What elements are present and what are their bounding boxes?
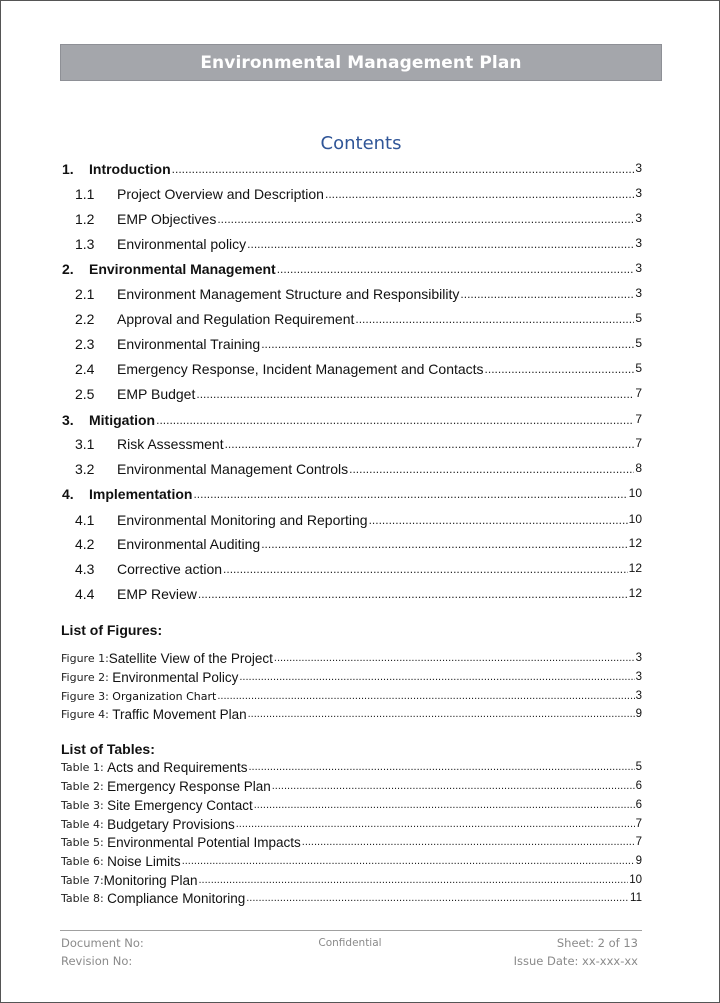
dot-leader (223, 562, 628, 576)
toc-entry-title: Emergency Response, Incident Management and Contacts (117, 361, 484, 377)
dot-leader (236, 818, 635, 831)
dot-leader (460, 287, 634, 301)
toc-entry-title: Risk Assessment (117, 436, 224, 452)
toc-entry-title: EMP Objectives (117, 211, 217, 227)
table-entry-page: 9 (635, 855, 642, 867)
dot-leader (196, 387, 634, 401)
footer-issue-date: Issue Date: xx-xxx-xx (513, 954, 638, 968)
figure-entry[interactable] (61, 705, 642, 723)
toc-entry[interactable] (75, 333, 642, 353)
toc-entry-number: 2. (62, 261, 74, 277)
toc-entry-number: 2.4 (75, 361, 95, 377)
toc-entry-page: 8 (635, 461, 642, 475)
figure-entry[interactable] (61, 687, 642, 705)
table-entry-page: 11 (630, 892, 642, 904)
table-entry[interactable] (61, 815, 642, 833)
dot-leader (369, 513, 628, 527)
table-entry-title: Acts and Requirements (107, 760, 248, 775)
toc-entry-page: 5 (635, 311, 642, 325)
toc-entry-page: 3 (635, 211, 642, 225)
toc-entry-number: 4.1 (75, 512, 95, 528)
toc-entry-number: 4.2 (75, 536, 95, 552)
toc-entry[interactable] (62, 258, 642, 278)
dot-leader (247, 237, 634, 251)
figure-entry-page: 9 (635, 708, 642, 720)
table-entry-page: 6 (635, 799, 642, 811)
table-entry-prefix: Table 6: (61, 855, 108, 868)
dot-leader (355, 312, 634, 326)
toc-entry[interactable] (75, 509, 642, 529)
toc-entry-title: Project Overview and Description (117, 186, 324, 202)
toc-entry-page: 3 (635, 261, 642, 275)
toc-entry-number: 4.3 (75, 561, 95, 577)
toc-entry-number: 2.5 (75, 386, 95, 402)
footer-confidential: Confidential (318, 937, 382, 949)
dot-leader (277, 262, 635, 276)
toc-entry[interactable] (75, 233, 642, 253)
dot-leader (156, 413, 634, 427)
dot-leader (248, 708, 635, 721)
table-entry-title: Environmental Potential Impacts (107, 835, 301, 850)
table-entry-title: Noise Limits (107, 854, 181, 869)
table-entry-title: Site Emergency Contact (107, 798, 253, 813)
table-entry[interactable] (61, 796, 642, 814)
dot-leader (274, 652, 635, 665)
dot-leader (254, 799, 635, 812)
toc-entry-number: 3.1 (75, 436, 95, 452)
toc-entry[interactable] (62, 158, 642, 178)
dot-leader (198, 874, 628, 887)
toc-entry-title: Environmental policy (117, 236, 247, 252)
figure-entry-title: Organization Chart (112, 690, 217, 703)
list-of-tables-heading: List of Tables: (61, 741, 155, 757)
figure-entry-prefix: Figure 3: (61, 690, 113, 703)
toc-entry-title: Environment Management Structure and Responsibility (117, 286, 460, 302)
figure-entry-prefix: Figure 1: (61, 652, 109, 665)
toc-entry-number: 2.3 (75, 336, 95, 352)
table-entry-page: 5 (635, 761, 642, 773)
dot-leader (217, 212, 634, 226)
dot-leader (182, 855, 635, 868)
toc-entry-number: 1.3 (75, 236, 95, 252)
toc-entry-number: 3.2 (75, 461, 95, 477)
table-entry-prefix: Table 1: (61, 761, 108, 774)
table-entry-title: Monitoring Plan (103, 873, 198, 888)
toc-entry-page: 3 (635, 186, 642, 200)
table-entry-title: Budgetary Provisions (107, 817, 235, 832)
dot-leader (349, 462, 634, 476)
toc-entry-number: 3. (62, 412, 74, 428)
dot-leader (239, 671, 634, 684)
toc-entry-number: 4.4 (75, 586, 95, 602)
table-entry-prefix: Table 3: (61, 799, 108, 812)
dot-leader (246, 892, 629, 905)
toc-entry[interactable] (62, 409, 642, 429)
toc-entry[interactable] (62, 483, 642, 503)
document-title: Environmental Management Plan (200, 52, 522, 73)
toc-entry-page: 10 (628, 512, 642, 526)
toc-entry-number: 1.1 (75, 186, 95, 202)
table-entry-title: Compliance Monitoring (107, 891, 246, 906)
toc-entry-title: Environmental Management (89, 261, 276, 277)
dot-leader (272, 780, 635, 793)
table-entry-title: Emergency Response Plan (107, 779, 271, 794)
footer-divider (60, 930, 642, 931)
toc-entry[interactable] (75, 358, 642, 378)
dot-leader (198, 587, 628, 601)
table-entry[interactable] (61, 758, 642, 776)
table-entry-prefix: Table 2: (61, 780, 108, 793)
table-entry-prefix: Table 7: (61, 874, 104, 887)
dot-leader (248, 761, 634, 774)
toc-entry-title: Introduction (89, 161, 171, 177)
dot-leader (261, 337, 634, 351)
toc-entry-page: 12 (628, 586, 642, 600)
table-entry-prefix: Table 8: (61, 892, 108, 905)
toc-entry-title: Environmental Monitoring and Reporting (117, 512, 368, 528)
footer-sheet: Sheet: 2 of 13 (556, 936, 638, 950)
toc-entry-title: Environmental Management Controls (117, 461, 349, 477)
toc-entry[interactable] (75, 533, 642, 553)
toc-entry[interactable] (75, 283, 642, 303)
table-entry-page: 7 (635, 818, 642, 830)
table-entry-page: 7 (635, 836, 642, 848)
toc-entry-number: 1.2 (75, 211, 95, 227)
toc-entry[interactable] (75, 308, 642, 328)
dot-leader (261, 537, 627, 551)
toc-entry[interactable] (75, 583, 642, 603)
toc-entry[interactable] (75, 183, 642, 203)
figure-entry-page: 3 (635, 671, 642, 683)
footer-document-no: Document No: (61, 936, 144, 950)
toc-entry-title: Approval and Regulation Requirement (117, 311, 355, 327)
dot-leader (325, 187, 634, 201)
figure-entry[interactable] (61, 668, 642, 686)
figure-entry-title: Environmental Policy (112, 670, 239, 685)
figure-entry-prefix: Figure 4: (61, 708, 113, 721)
toc-entry-number: 2.1 (75, 286, 95, 302)
list-of-figures-heading: List of Figures: (61, 622, 163, 638)
toc-entry-page: 7 (635, 386, 642, 400)
toc-entry-page: 7 (635, 412, 642, 426)
figure-entry-page: 3 (635, 652, 642, 664)
toc-entry[interactable] (75, 433, 642, 453)
toc-entry-page: 10 (628, 486, 642, 500)
table-entry[interactable] (61, 871, 642, 889)
figure-entry-title: Satellite View of the Project (108, 651, 273, 666)
toc-entry-title: Environmental Auditing (117, 536, 261, 552)
toc-entry-title: Corrective action (117, 561, 223, 577)
table-entry[interactable] (61, 777, 642, 795)
figure-entry-page: 3 (635, 690, 642, 702)
table-entry[interactable] (61, 852, 642, 870)
figure-entry[interactable] (61, 649, 642, 667)
table-entry[interactable] (61, 889, 642, 907)
toc-entry-page: 3 (635, 286, 642, 300)
toc-entry-title: Implementation (89, 486, 193, 502)
dot-leader (172, 162, 635, 176)
dot-leader (302, 836, 635, 849)
toc-entry-title: EMP Budget (117, 386, 196, 402)
toc-entry-title: EMP Review (117, 586, 197, 602)
footer-revision-no: Revision No: (61, 954, 133, 968)
toc-entry[interactable] (75, 458, 642, 478)
table-entry[interactable] (61, 833, 642, 851)
toc-entry[interactable] (75, 208, 642, 228)
table-entry-prefix: Table 5: (61, 836, 108, 849)
table-entry-page: 6 (635, 780, 642, 792)
toc-entry-title: Mitigation (89, 412, 156, 428)
table-entry-page: 10 (629, 874, 642, 886)
table-entry-prefix: Table 4: (61, 818, 108, 831)
toc-entry-page: 5 (635, 336, 642, 350)
toc-entry-title: Environmental Training (117, 336, 261, 352)
dot-leader (485, 362, 635, 376)
toc-entry-page: 3 (635, 161, 642, 175)
figure-entry-prefix: Figure 2: (61, 671, 113, 684)
toc-entry-number: 4. (62, 486, 74, 502)
dot-leader (193, 487, 627, 501)
toc-entry[interactable] (75, 383, 642, 403)
toc-entry-page: 5 (635, 361, 642, 375)
toc-entry-number: 1. (62, 161, 74, 177)
contents-heading: Contents (320, 133, 402, 154)
toc-entry-page: 12 (628, 536, 642, 550)
toc-entry-page: 7 (635, 436, 642, 450)
toc-entry-page: 3 (635, 236, 642, 250)
dot-leader (217, 690, 634, 703)
toc-entry-number: 2.2 (75, 311, 95, 327)
toc-entry[interactable] (75, 558, 642, 578)
document-header-bar (60, 44, 662, 81)
toc-entry-page: 12 (628, 561, 642, 575)
figure-entry-title: Traffic Movement Plan (112, 707, 247, 722)
dot-leader (225, 437, 635, 451)
